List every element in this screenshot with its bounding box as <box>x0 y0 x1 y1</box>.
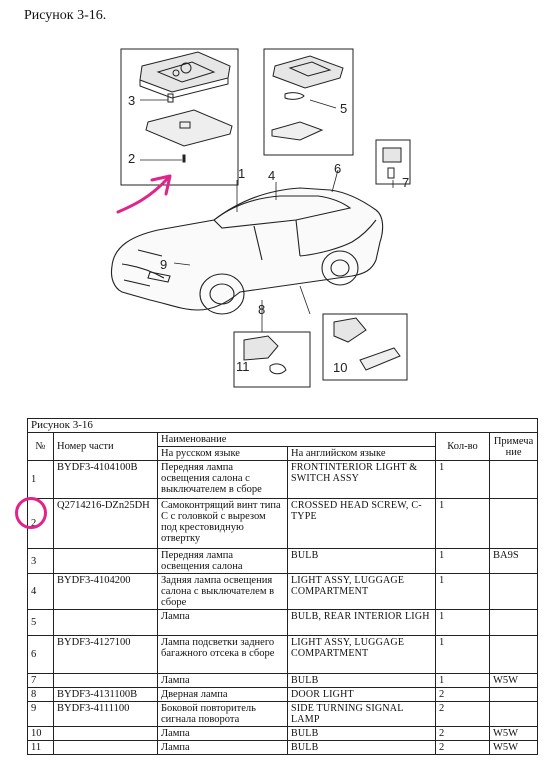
cell-name-en: BULB <box>288 741 436 755</box>
callout-2: 2 <box>128 151 136 166</box>
front-lamp-lens-part <box>146 110 232 146</box>
cell-part-number <box>54 549 158 574</box>
cell-part-number <box>54 610 158 636</box>
cell-name-ru: Лампа <box>158 610 288 636</box>
cell-part-number: BYDF3-4104200 <box>54 574 158 610</box>
cell-note <box>490 499 538 549</box>
cell-name-en: LIGHT ASSY, LUGGAGE COMPARTMENT <box>288 636 436 674</box>
callout-7: 7 <box>402 175 410 190</box>
cell-note <box>490 702 538 727</box>
table-row <box>28 741 538 755</box>
table-row <box>28 499 538 549</box>
callout-4: 4 <box>268 168 276 183</box>
cell-no: 9 <box>28 702 54 727</box>
parts-diagram <box>0 30 558 400</box>
parts-table-wrapper <box>27 418 537 755</box>
table-row <box>28 727 538 741</box>
table-row <box>28 674 538 688</box>
callout-5: 5 <box>340 101 348 116</box>
door-lamp-part <box>244 336 286 374</box>
cell-part-number: BYDF3-4104100B <box>54 461 158 499</box>
cell-no: 6 <box>28 636 54 674</box>
cell-no: 10 <box>28 727 54 741</box>
cell-part-number: BYDF3-4131100B <box>54 688 158 702</box>
cell-note <box>490 461 538 499</box>
front-interior-lamp-part <box>140 52 230 98</box>
cell-name-ru: Лампа <box>158 727 288 741</box>
cell-name-ru: Передняя лампа освещения салона <box>158 549 288 574</box>
cell-no: 1 <box>28 461 54 499</box>
cell-note <box>490 688 538 702</box>
cell-note: W5W <box>490 674 538 688</box>
cell-name-en: LIGHT ASSY, LUGGAGE COMPARTMENT <box>288 574 436 610</box>
cell-no: 2 <box>28 499 54 549</box>
cell-name-en: CROSSED HEAD SCREW, C-TYPE <box>288 499 436 549</box>
cell-qty: 2 <box>436 702 490 727</box>
cell-qty: 2 <box>436 727 490 741</box>
header-name-en: На английском языке <box>288 447 436 461</box>
cell-part-number: BYDF3-4127100 <box>54 636 158 674</box>
cell-note <box>490 574 538 610</box>
cell-part-number: BYDF3-4111100 <box>54 702 158 727</box>
cell-name-en: BULB <box>288 674 436 688</box>
cell-no: 5 <box>28 610 54 636</box>
screw-part <box>183 155 185 162</box>
cell-name-ru: Дверная лампа <box>158 688 288 702</box>
cell-name-en: BULB <box>288 727 436 741</box>
cell-qty: 1 <box>436 610 490 636</box>
parts-table <box>27 418 538 755</box>
table-row <box>28 610 538 636</box>
annotation-arrow <box>118 176 170 212</box>
cell-qty: 1 <box>436 461 490 499</box>
cell-name-ru: Передняя лампа освещения салона с выключателем в сборе <box>158 461 288 499</box>
cell-qty: 1 <box>436 674 490 688</box>
callout-11: 11 <box>236 359 250 374</box>
cell-note: W5W <box>490 741 538 755</box>
header-qty: Кол-во <box>436 433 490 461</box>
trunk-lamp-part <box>383 148 401 178</box>
cell-part-number <box>54 674 158 688</box>
cell-qty: 1 <box>436 574 490 610</box>
callout-10: 10 <box>333 360 348 375</box>
cell-no: 7 <box>28 674 54 688</box>
cell-qty: 1 <box>436 636 490 674</box>
cell-qty: 2 <box>436 741 490 755</box>
car-illustration <box>111 188 382 314</box>
cell-no: 3 <box>28 549 54 574</box>
header-name-ru: На русском языке <box>158 447 288 461</box>
cell-note <box>490 610 538 636</box>
cell-name-ru: Лампа <box>158 674 288 688</box>
cell-name-ru: Лампа <box>158 741 288 755</box>
callout-1: 1 <box>238 166 246 181</box>
cell-qty: 1 <box>436 549 490 574</box>
table-row <box>28 688 538 702</box>
table-caption: Рисунок 3-16 <box>28 419 538 433</box>
cell-no: 11 <box>28 741 54 755</box>
table-row <box>28 461 538 499</box>
callout-8: 8 <box>258 302 266 317</box>
cell-part-number <box>54 741 158 755</box>
cell-name-en: FRONTINTERIOR LIGHT & SWITCH ASSY <box>288 461 436 499</box>
cell-qty: 2 <box>436 688 490 702</box>
callout-6: 6 <box>334 161 342 176</box>
header-no: № <box>28 433 54 461</box>
table-row <box>28 636 538 674</box>
cell-name-ru: Боковой повторитель сигнала поворота <box>158 702 288 727</box>
rear-interior-lamp-part <box>272 56 343 140</box>
cell-note <box>490 636 538 674</box>
cell-note: W5W <box>490 727 538 741</box>
cell-note: BA9S <box>490 549 538 574</box>
cell-part-number <box>54 727 158 741</box>
table-row <box>28 574 538 610</box>
cell-no: 4 <box>28 574 54 610</box>
cell-name-en: BULB, REAR INTERIOR LIGH <box>288 610 436 636</box>
callout-3: 3 <box>128 93 136 108</box>
table-row <box>28 702 538 727</box>
cell-name-ru: Лампа подсветки заднего багажного отсека в сборе <box>158 636 288 674</box>
cell-name-en: DOOR LIGHT <box>288 688 436 702</box>
cell-part-number: Q2714216-DZn25DH <box>54 499 158 549</box>
figure-caption: Рисунок 3-16. <box>24 8 107 23</box>
cell-name-en: BULB <box>288 549 436 574</box>
annotation-circle <box>15 497 47 529</box>
callout-9: 9 <box>160 257 168 272</box>
table-row <box>28 549 538 574</box>
header-part-number: Номер части <box>54 433 158 461</box>
cell-name-ru: Самоконтрящий винт типа С с головкой с вырезом под крестовидную отвертку <box>158 499 288 549</box>
cell-name-ru: Задняя лампа освещения салона с выключателем в сборе <box>158 574 288 610</box>
header-name: Наименование <box>158 433 436 447</box>
cell-name-en: SIDE TURNING SIGNAL LAMP <box>288 702 436 727</box>
cell-no: 8 <box>28 688 54 702</box>
cell-qty: 1 <box>436 499 490 549</box>
header-note: Примеча ние <box>490 433 538 461</box>
